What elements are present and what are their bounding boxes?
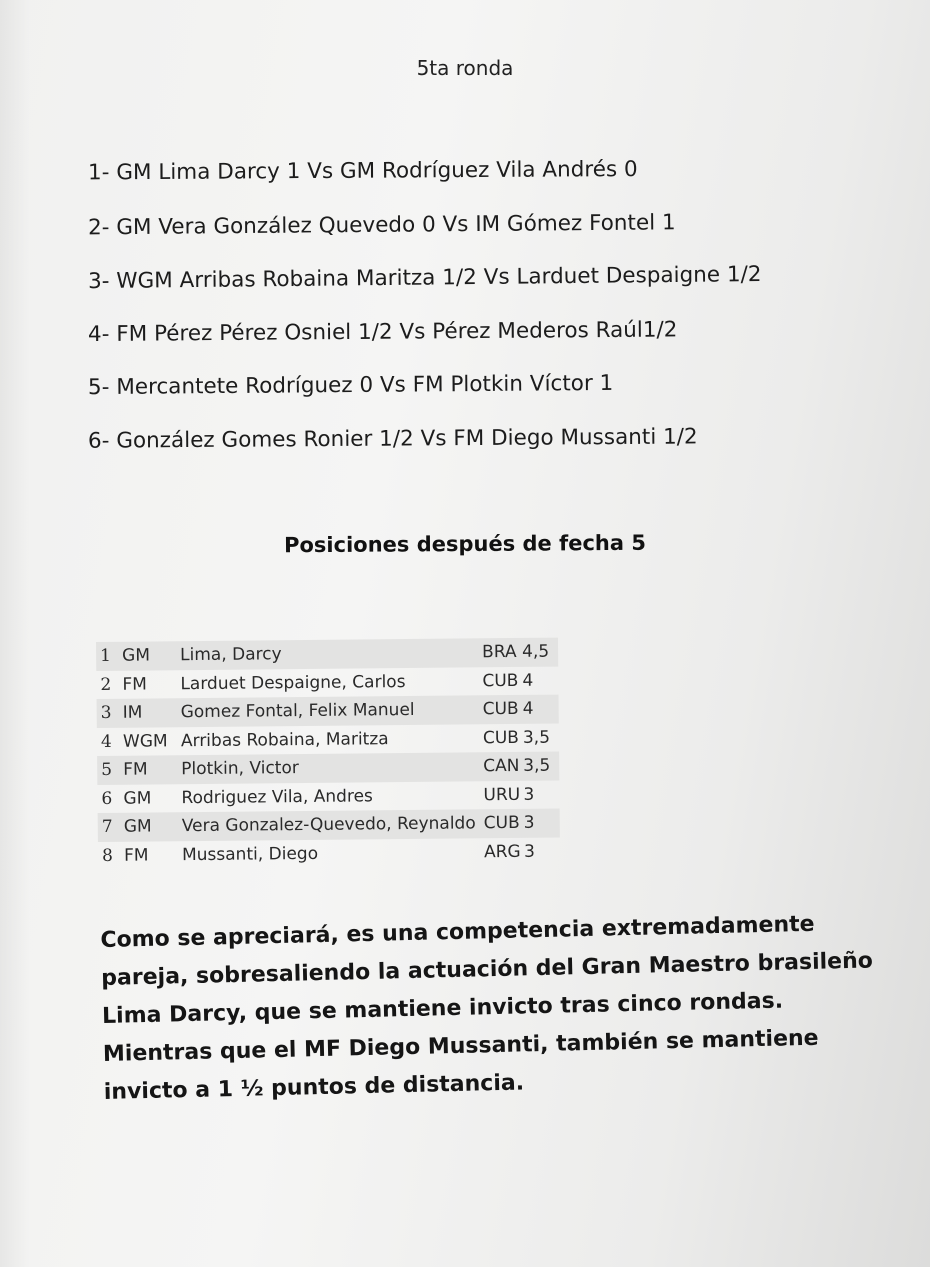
player-name-cell: Rodriguez Vila, Andres (181, 786, 373, 808)
player-name-cell: Lima, Darcy (180, 644, 282, 666)
table-row (97, 695, 559, 728)
player-title-cell: GM (122, 645, 151, 666)
federation-cell: CUB (483, 813, 520, 834)
rank-cell: 1 (100, 646, 112, 667)
commentary-paragraph: Como se apreciará, es una competencia extremadamente pareja, sobresaliendo la actuación del Gran Maestro brasileño Lima Darcy, que se mantiene invicto tras cinco rondas. Mientras que el MF Diego Mussanti, también se mantiene invicto a 1 ½ puntos de distancia. (100, 911, 874, 1105)
pairing-item: 6- González Gomes Ronier 1/2 Vs FM Diego Mussanti 1/2 (87, 423, 698, 454)
points-cell: 4,5 (522, 641, 550, 663)
rank-cell: 6 (101, 788, 113, 809)
table-row (97, 723, 559, 756)
points-cell: 3 (523, 841, 535, 862)
points-cell: 4 (522, 699, 534, 720)
federation-cell: CUB (482, 727, 520, 749)
rank-cell: 8 (101, 845, 113, 866)
player-name-cell: Vera Gonzalez-Quevedo, Reynaldo (181, 813, 476, 837)
table-row (96, 666, 558, 699)
rank-cell: 2 (100, 674, 112, 695)
player-title-cell: IM (122, 702, 143, 723)
pairings-list (88, 158, 868, 479)
federation-cell: ARG (483, 841, 521, 863)
player-title-cell: FM (122, 674, 147, 695)
table-row (97, 780, 559, 813)
federation-cell: CAN (483, 756, 520, 777)
pairing-item: 5- Mercantete Rodríguez 0 Vs FM Plotkin Víctor 1 (87, 370, 614, 401)
pairing-item: 2- GM Vera González Quevedo 0 Vs IM Gómez Fontel 1 (87, 209, 676, 240)
player-title-cell: GM (123, 816, 152, 837)
rank-cell: 5 (101, 760, 113, 781)
points-cell: 3 (523, 784, 535, 805)
federation-cell: CUB (482, 699, 519, 720)
standings-table (96, 638, 560, 870)
player-name-cell: Gomez Fontal, Felix Manuel (180, 700, 415, 723)
rank-cell: 7 (101, 817, 113, 838)
points-cell: 3,5 (522, 727, 551, 748)
player-title-cell: FM (123, 759, 148, 780)
points-cell: 3,5 (523, 755, 551, 777)
standings-title: Posiciones después de fecha 5 (283, 530, 647, 558)
points-cell: 4 (522, 670, 534, 691)
points-cell: 3 (523, 813, 535, 834)
federation-cell: BRA (482, 642, 517, 663)
table-row (98, 837, 560, 870)
player-name-cell: Mussanti, Diego (181, 843, 319, 865)
player-title-cell: WGM (122, 731, 168, 752)
rank-cell: 4 (100, 731, 112, 752)
pairing-item: 4- FM Pérez Pérez Osniel 1/2 Vs Pérez Mederos Raúl1/2 (87, 316, 678, 347)
page-shadow (0, 0, 30, 1267)
player-title-cell: GM (123, 788, 152, 809)
table-row (96, 638, 558, 671)
table-row (97, 752, 559, 785)
table-row (98, 809, 560, 842)
player-name-cell: Plotkin, Victor (181, 758, 299, 780)
rank-cell: 3 (100, 703, 112, 724)
player-name-cell: Arribas Robaina, Maritza (180, 728, 389, 751)
round-title: 5ta ronda (416, 56, 514, 80)
federation-cell: URU (483, 784, 521, 806)
federation-cell: CUB (482, 670, 519, 692)
pairing-item: 3- WGM Arribas Robaina Maritza 1/2 Vs Larduet Despaigne 1/2 (87, 262, 762, 295)
player-name-cell: Larduet Despaigne, Carlos (180, 671, 406, 694)
pairing-item: 1- GM Lima Darcy 1 Vs GM Rodríguez Vila Andrés 0 (87, 157, 638, 186)
player-title-cell: FM (123, 845, 149, 866)
